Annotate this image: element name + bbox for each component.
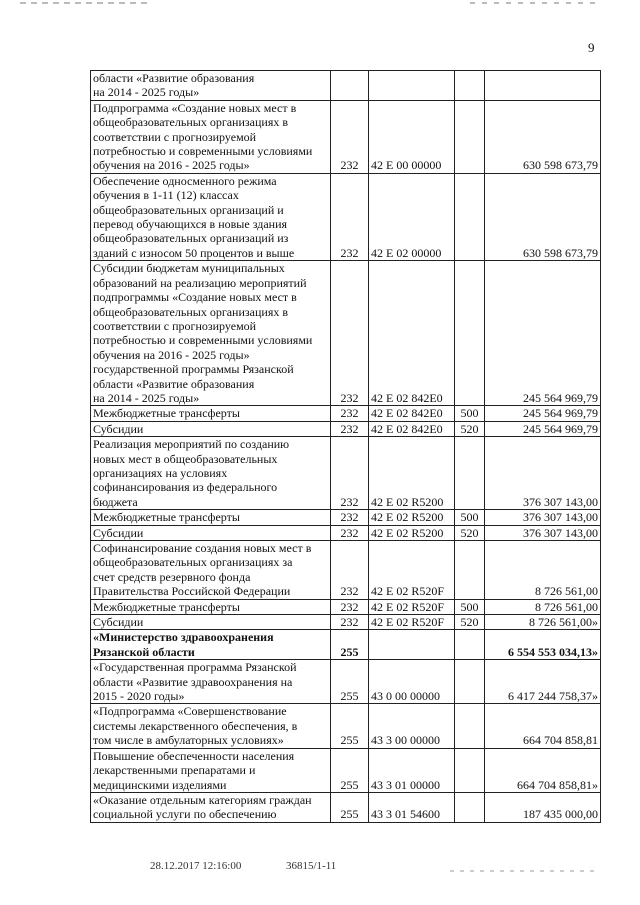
row-csr-cell [369, 630, 455, 660]
row-name-cell: Субсидии бюджетам муниципальных образований на реализацию мероприятий подпрограммы «Создание новых мест в общеобразовательных организациях в соответствии с прогнозируемой потребностью и современными условиями обучения на 2016 - 2025 годы» государственной программы Рязанской области «Развитие образования на 2014 - 2025 годы» [91, 261, 331, 406]
row-ved-cell: 232 [331, 615, 369, 630]
row-csr-cell: 43 0 00 00000 [369, 660, 455, 704]
budget-table [90, 70, 601, 823]
row-ved-cell: 232 [331, 541, 369, 600]
row-vr-cell [455, 630, 485, 660]
budget-table-body [91, 71, 601, 823]
row-sum-cell: 245 564 969,79 [485, 261, 601, 406]
row-sum-cell: 376 307 143,00 [485, 525, 601, 540]
row-name-cell: Субсидии [91, 615, 331, 630]
row-vr-cell [455, 437, 485, 510]
row-vr-cell [455, 748, 485, 792]
row-vr-cell [455, 792, 485, 822]
row-name-cell: Субсидии [91, 421, 331, 436]
row-ved-cell [331, 71, 369, 101]
row-name-cell: Межбюджетные трансферты [91, 406, 331, 421]
row-name-cell: Межбюджетные трансферты [91, 599, 331, 614]
row-name-cell: Субсидии [91, 525, 331, 540]
page-number: 9 [588, 40, 595, 55]
table-row [91, 748, 601, 792]
row-ved-cell: 232 [331, 261, 369, 406]
row-csr-cell: 42 Е 02 R520F [369, 615, 455, 630]
row-sum-cell: 245 564 969,79 [485, 421, 601, 436]
row-ved-cell: 255 [331, 792, 369, 822]
row-sum-cell: 8 726 561,00 [485, 541, 601, 600]
table-row [91, 437, 601, 510]
row-ved-cell: 255 [331, 660, 369, 704]
table-row [91, 792, 601, 822]
row-name-cell: Обеспечение односменного режима обучения в 1-11 (12) классах общеобразовательных организаций и перевод обучающихся в новые здания общеобразовательных организаций из зданий с износом 50 процентов и выше [91, 173, 331, 260]
row-vr-cell [455, 541, 485, 600]
row-name-cell: «Оказание отдельным категориям граждан социальной услуги по обеспечению [91, 792, 331, 822]
row-ved-cell: 232 [331, 510, 369, 525]
footer-doc-code: 36815/1-11 [286, 860, 337, 872]
row-csr-cell: 42 Е 02 R520F [369, 599, 455, 614]
row-vr-cell [455, 173, 485, 260]
row-vr-cell: 500 [455, 599, 485, 614]
row-vr-cell: 500 [455, 406, 485, 421]
row-ved-cell: 232 [331, 421, 369, 436]
table-row [91, 510, 601, 525]
table-row [91, 630, 601, 660]
row-vr-cell: 520 [455, 615, 485, 630]
row-csr-cell: 42 Е 00 00000 [369, 100, 455, 173]
table-row [91, 615, 601, 630]
row-ved-cell: 232 [331, 525, 369, 540]
table-row [91, 525, 601, 540]
row-vr-cell: 500 [455, 510, 485, 525]
row-sum-cell: 630 598 673,79 [485, 100, 601, 173]
row-sum-cell [485, 71, 601, 101]
table-row [91, 261, 601, 406]
row-sum-cell: 187 435 000,00 [485, 792, 601, 822]
header-scan-mark-left [20, 2, 150, 4]
row-sum-cell: 376 307 143,00 [485, 437, 601, 510]
row-name-cell: Софинансирование создания новых мест в общеобразовательных организациях за счет средств резервного фонда Правительства Российской Федерации [91, 541, 331, 600]
table-row [91, 421, 601, 436]
row-vr-cell [455, 71, 485, 101]
table-row [91, 71, 601, 101]
row-csr-cell: 42 Е 02 R5200 [369, 510, 455, 525]
row-sum-cell: 664 704 858,81» [485, 748, 601, 792]
row-csr-cell: 42 Е 02 842Е0 [369, 261, 455, 406]
row-csr-cell: 42 Е 02 R5200 [369, 525, 455, 540]
row-sum-cell: 664 704 858,81 [485, 704, 601, 748]
row-ved-cell: 255 [331, 748, 369, 792]
row-ved-cell: 232 [331, 100, 369, 173]
header-scan-mark-right [470, 2, 600, 4]
row-csr-cell: 42 Е 02 842Е0 [369, 421, 455, 436]
footer-datetime: 28.12.2017 12:16:00 [150, 860, 242, 872]
table-row [91, 406, 601, 421]
row-name-cell: «Подпрограмма «Совершенствование системы лекарственного обеспечения, в том числе в амбулаторных условиях» [91, 704, 331, 748]
row-vr-cell [455, 660, 485, 704]
row-vr-cell: 520 [455, 421, 485, 436]
row-ved-cell: 232 [331, 173, 369, 260]
row-csr-cell: 43 3 01 54600 [369, 792, 455, 822]
row-ved-cell: 255 [331, 704, 369, 748]
row-name-cell: Подпрограмма «Создание новых мест в общеобразовательных организациях в соответствии с прогнозируемой потребностью и современными условиями обучения на 2016 - 2025 годы» [91, 100, 331, 173]
row-ved-cell: 232 [331, 437, 369, 510]
row-name-cell: «Министерство здравоохранения Рязанской области [91, 630, 331, 660]
table-row [91, 173, 601, 260]
row-vr-cell [455, 100, 485, 173]
row-csr-cell: 42 Е 02 R5200 [369, 437, 455, 510]
row-ved-cell: 255 [331, 630, 369, 660]
row-sum-cell: 6 554 553 034,13» [485, 630, 601, 660]
row-name-cell: Повышение обеспеченности населения лекарственными препаратами и медицинскими изделиями [91, 748, 331, 792]
table-row [91, 660, 601, 704]
row-csr-cell: 43 3 00 00000 [369, 704, 455, 748]
row-ved-cell: 232 [331, 406, 369, 421]
row-vr-cell [455, 261, 485, 406]
row-name-cell: «Государственная программа Рязанской области «Развитие здравоохранения на 2015 - 2020 годы» [91, 660, 331, 704]
row-sum-cell: 8 726 561,00» [485, 615, 601, 630]
row-sum-cell: 245 564 969,79 [485, 406, 601, 421]
row-sum-cell: 8 726 561,00 [485, 599, 601, 614]
row-csr-cell: 42 Е 02 R520F [369, 541, 455, 600]
row-vr-cell [455, 704, 485, 748]
row-sum-cell: 376 307 143,00 [485, 510, 601, 525]
row-csr-cell: 42 Е 02 00000 [369, 173, 455, 260]
table-row [91, 599, 601, 614]
table-row [91, 541, 601, 600]
row-name-cell: Межбюджетные трансферты [91, 510, 331, 525]
table-row [91, 704, 601, 748]
row-csr-cell: 43 3 01 00000 [369, 748, 455, 792]
row-csr-cell [369, 71, 455, 101]
footer-scan-mark [450, 870, 600, 872]
row-sum-cell: 630 598 673,79 [485, 173, 601, 260]
table-row [91, 100, 601, 173]
row-name-cell: области «Развитие образования на 2014 - 2025 годы» [91, 71, 331, 101]
row-name-cell: Реализация мероприятий по созданию новых мест в общеобразовательных организациях на условиях софинансирования из федерального бюджета [91, 437, 331, 510]
row-csr-cell: 42 Е 02 842Е0 [369, 406, 455, 421]
row-vr-cell: 520 [455, 525, 485, 540]
row-ved-cell: 232 [331, 599, 369, 614]
row-sum-cell: 6 417 244 758,37» [485, 660, 601, 704]
